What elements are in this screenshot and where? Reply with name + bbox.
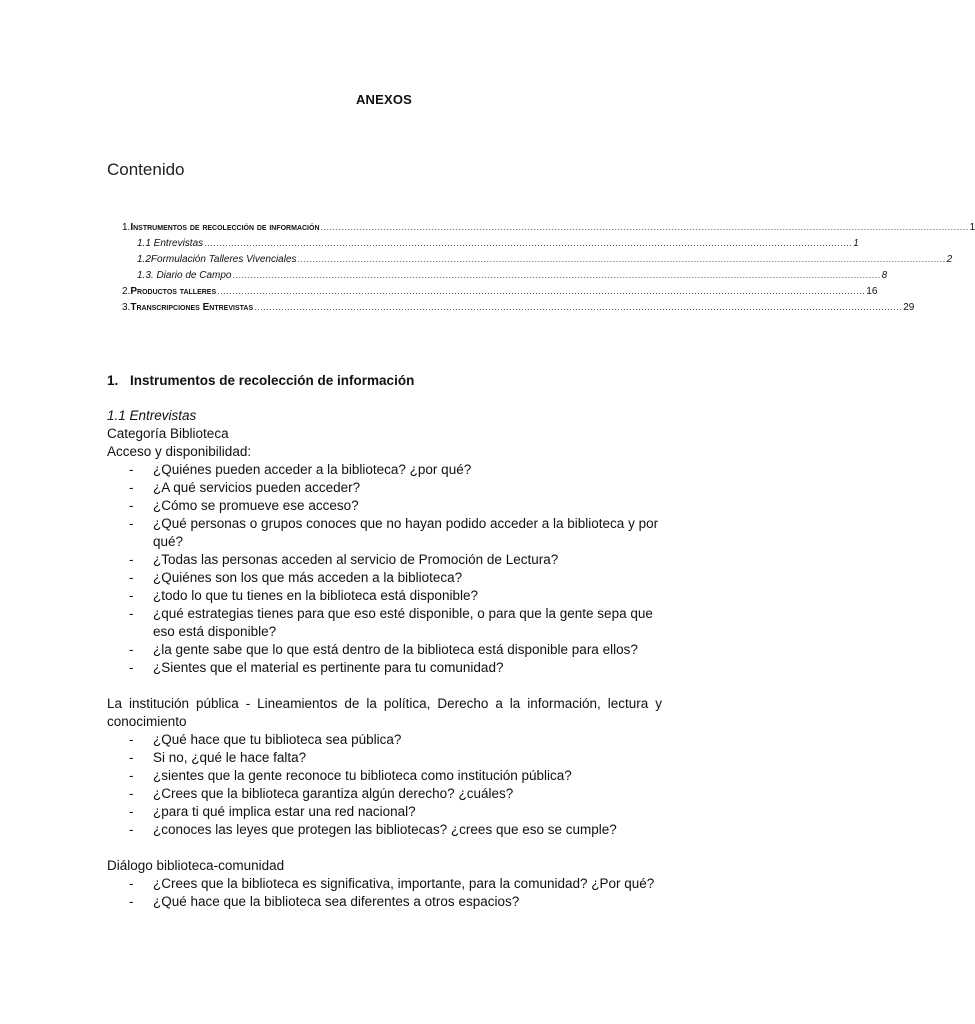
list-item: - ¿sientes que la gente reconoce tu biblioteca como institución pública? [107,767,662,785]
toc-entry-label: 1.3. Diario de Campo [137,270,232,281]
question-list [107,461,662,677]
toc-leader-dots: ........................................................................................................................................................................................................................ [217,286,866,296]
toc-entry[interactable] [122,219,975,235]
list-item: - ¿Qué hace que la biblioteca sea diferentes a otros espacios? [107,893,662,911]
toc-entry-number: 1.2 [137,254,151,265]
toc-leader-dots: ........................................................................................................................................................................................................................ [232,270,881,280]
toc-entry-number: 2. [122,286,131,297]
toc-leader-dots: ........................................................................................................................................................................................................................ [320,222,969,232]
toc-entry-label: Formulación Talleres Vivenciales [150,254,297,265]
category-heading: Categoría Biblioteca [107,426,229,441]
toc-entry[interactable] [137,251,953,267]
question-list [107,731,662,839]
list-item: - ¿Qué personas o grupos conoces que no hayan podido acceder a la biblioteca y por qué? [107,515,662,551]
toc-entry-label: Transcripciones Entrevistas [130,302,254,313]
section-title: Instrumentos de recolección de información [130,373,415,388]
group-heading: La institución pública - Lineamientos de la política, Derecho a la información, lectura y conocimiento [107,696,662,729]
toc-entry-label: 1.1 Entrevistas [137,238,204,249]
toc-entry[interactable] [137,267,888,283]
toc-entry-page: 16 [866,286,878,297]
list-item: - ¿qué estrategias tienes para que eso esté disponible, o para que la gente sepa que eso está disponible? [107,605,662,641]
list-item: - ¿Cómo se promueve ese acceso? [107,497,662,515]
list-item: - ¿Crees que la biblioteca es significativa, importante, para la comunidad? ¿Por qué? [107,875,662,893]
list-item: - ¿la gente sabe que lo que está dentro de la biblioteca está disponible para ellos? [107,641,662,659]
section-body [107,372,662,911]
toc-heading: Contenido [107,160,185,179]
list-item: - ¿Qué hace que tu biblioteca sea pública? [107,731,662,749]
toc-entry[interactable] [137,235,859,251]
list-item: - ¿Crees que la biblioteca garantiza algún derecho? ¿cuáles? [107,785,662,803]
annex-title: ANEXOS [355,92,413,107]
section-heading [107,372,662,390]
toc-entry[interactable] [122,283,878,299]
list-item: - ¿Quiénes pueden acceder a la biblioteca? ¿por qué? [107,461,662,479]
group-heading: Diálogo biblioteca-comunidad [107,858,285,873]
list-item: - Si no, ¿qué le hace falta? [107,749,662,767]
toc-entry[interactable] [122,299,915,315]
group-heading: Acceso y disponibilidad: [107,444,252,459]
toc-leader-dots: ........................................................................................................................................................................................................................ [204,238,853,248]
toc-entry-number: 1. [122,222,131,233]
toc-entry-page: 8 [881,270,888,281]
list-item: - ¿Sientes que el material es pertinente para tu comunidad? [107,659,662,677]
toc-entry-page: 1 [853,238,859,249]
list-item: - ¿conoces las leyes que protegen las bibliotecas? ¿crees que eso se cumple? [107,821,662,839]
list-item: - ¿A qué servicios pueden acceder? [107,479,662,497]
question-list [107,875,662,911]
toc-entry-page: 29 [903,302,915,313]
toc-entry-label: Productos talleres [130,286,217,297]
list-item: - ¿para ti qué implica estar una red nacional? [107,803,662,821]
toc-entry-label: Instrumentos de recolección de información [130,222,320,233]
section-number: 1. [107,373,119,388]
subsection-heading: 1.1 Entrevistas [107,408,197,423]
list-item: - ¿todo lo que tu tienes en la biblioteca está disponible? [107,587,662,605]
toc-entry-number: 3. [122,302,131,313]
toc-leader-dots: ........................................................................................................................................................................................................................ [254,302,903,312]
list-item: - ¿Quiénes son los que más acceden a la biblioteca? [107,569,662,587]
list-item: - ¿Todas las personas acceden al servicio de Promoción de Lectura? [107,551,662,569]
toc-entry-page: 1 [969,222,975,233]
toc-entry-page: 2 [946,254,953,265]
toc-leader-dots: ........................................................................................................................................................................................................................ [297,254,946,264]
